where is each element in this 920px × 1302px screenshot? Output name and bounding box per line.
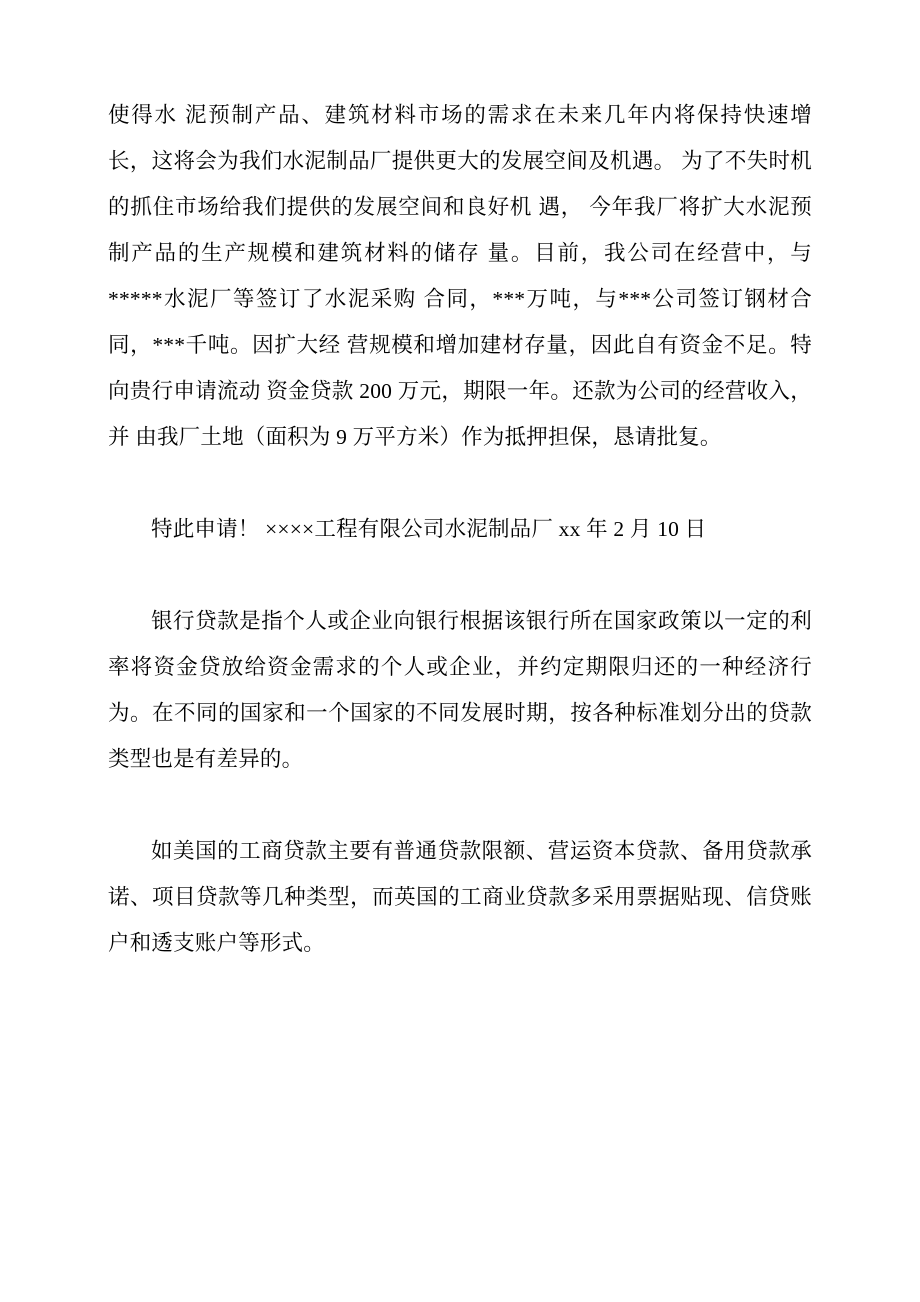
paragraph-spacer	[108, 552, 812, 598]
paragraph-loan-application-body: 使得水 泥预制产品、建筑材料市场的需求在未来几年内将保持快速增 长，这将会为我们水泥制品厂提供更大的发展空间及机遇。 为了不失时机的抓住市场给我们提供的发展空间和良好机 遇， 今年我厂将扩大水泥预制产品的生产规模和建筑材料的储存 量。目前，我公司在经营中，与*****水泥厂等签订了水泥采购 合同，***万吨，与***公司签订钢材合同，***千吨。因扩大经 营规模和增加建材存量，因此自有资金不足。特向贵行申请流动 资金贷款 200 万元，期限一年。还款为公司的经营收入，并 由我厂土地（面积为 9 万平方米）作为抵押担保，恳请批复。	[108, 103, 812, 449]
paragraph-loan-types-examples: 如美国的工商贷款主要有普通贷款限额、营运资本贷款、备用贷款承诺、项目贷款等几种类型，而英国的工商业贷款多采用票据贴现、信贷账户和透支账户等形式。	[108, 839, 812, 955]
paragraph-signature-line: 特此申请！ ××××工程有限公司水泥制品厂 xx 年 2 月 10 日	[151, 517, 707, 541]
paragraph-spacer	[108, 782, 812, 828]
paragraph-bank-loan-definition: 银行贷款是指个人或企业向银行根据该银行所在国家政策以一定的利率将资金贷放给资金需求的个人或企业，并约定期限归还的一种经济行为。在不同的国家和一个国家的不同发展时期，按各种标准划分出的贷款类型也是有差异的。	[108, 609, 812, 771]
paragraph-spacer	[108, 460, 812, 506]
